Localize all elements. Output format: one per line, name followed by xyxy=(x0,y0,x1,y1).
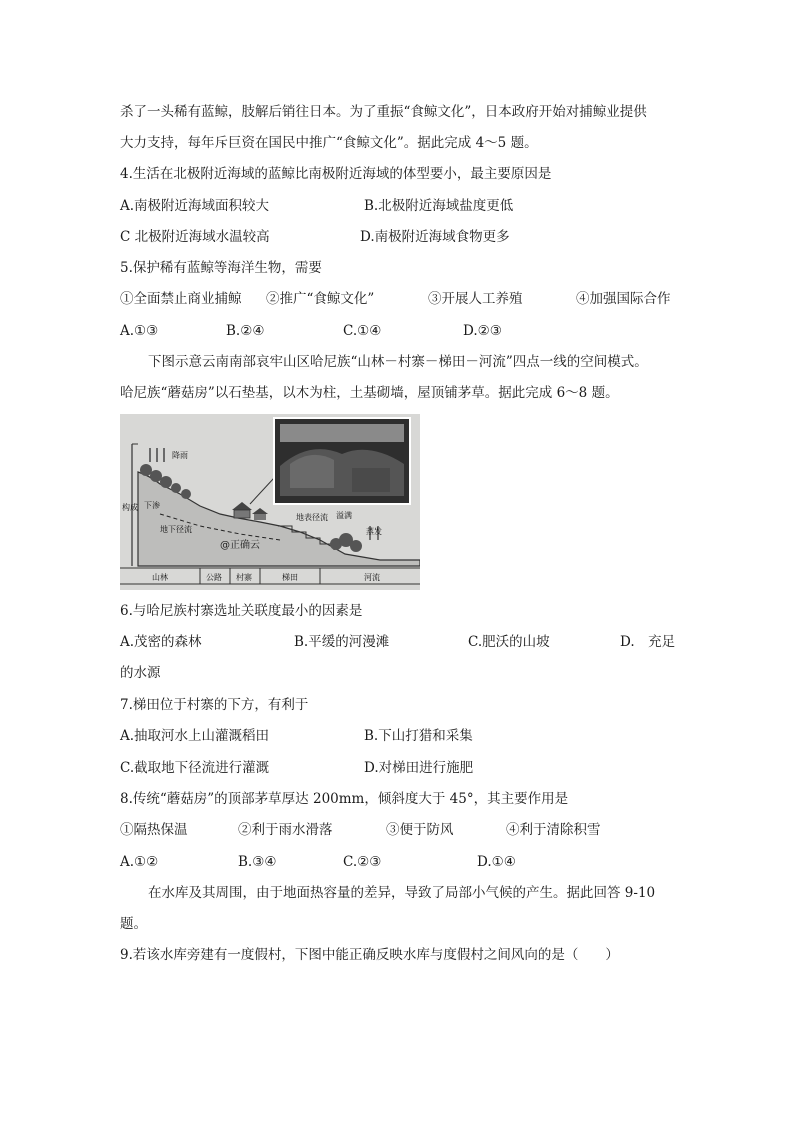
q8-item-2: ②利于雨水滑落 xyxy=(238,822,333,838)
q5-option-a: A.①③ xyxy=(120,323,159,339)
q4-option-b: B.北极附近海域盐度更低 xyxy=(364,198,514,214)
q8-item-3: ③便于防风 xyxy=(386,822,454,838)
label-surface-runoff: 地表径流 xyxy=(296,513,328,522)
q8-stem: 8.传统“蘑菇房”的顶部茅草厚达 200mm，倾斜度大于 45°，其主要作用是 xyxy=(120,791,569,807)
passage2-line-2: 哈尼族“蘑菇房”以石垫基，以木为柱，土基砌墙，屋顶铺茅草。据此完成 6～8 题。 xyxy=(120,385,619,401)
q9-stem: 9.若该水库旁建有一度假村，下图中能正确反映水库与度假村之间风向的是（ ） xyxy=(120,947,619,963)
q4-stem: 4.生活在北极附近海域的蓝鲸比南极附近海域的体型要小，最主要原因是 xyxy=(120,166,552,182)
label-groundwater: 地下径流 xyxy=(160,525,192,534)
zone-forest: 山林 xyxy=(152,573,168,582)
q5-item-3: ③开展人工养殖 xyxy=(428,291,523,307)
q6-option-c: C.肥沃的山坡 xyxy=(468,634,550,650)
zone-village: 村寨 xyxy=(236,573,252,582)
q6-option-a: A.茂密的森林 xyxy=(120,634,202,650)
q7-option-d: D.对梯田进行施肥 xyxy=(364,760,474,776)
label-infiltration: 下渗 xyxy=(144,501,160,510)
q5-option-c: C.①④ xyxy=(343,323,382,339)
q4-option-c: C 北极附近海域水温较高 xyxy=(120,229,270,245)
q7-option-b: B.下山打猎和采集 xyxy=(364,728,473,744)
q8-option-a: A.①② xyxy=(120,854,159,870)
hani-landscape-figure xyxy=(120,414,420,590)
q4-option-a: A.南极附近海域面积较大 xyxy=(120,198,270,214)
q5-option-b: B.②④ xyxy=(226,323,265,339)
q5-item-4: ④加强国际合作 xyxy=(576,291,671,307)
q6-stem: 6.与哈尼族村寨选址关联度最小的因素是 xyxy=(120,603,363,619)
riverside-trees xyxy=(330,533,362,552)
q5-item-2: ②推广“食鲸文化” xyxy=(266,291,375,307)
village-houses xyxy=(232,502,268,520)
q6-option-d: D. 充足 xyxy=(620,634,676,650)
q6-continuation: 的水源 xyxy=(120,665,161,681)
zone-terraces: 梯田 xyxy=(282,573,298,582)
q7-option-a: A.抽取河水上山灌溉稻田 xyxy=(120,728,270,744)
zone-road: 公路 xyxy=(206,573,222,582)
q8-item-4: ④利于清除积雪 xyxy=(506,822,601,838)
label-overflow: 溢满 xyxy=(336,511,352,520)
zone-river: 河流 xyxy=(364,573,380,582)
passage2-line-1: 下图示意云南南部哀牢山区哈尼族“山林－村寨－梯田－河流”四点一线的空间模式。 xyxy=(148,354,648,370)
label-structure: 构成 xyxy=(122,503,138,512)
intro-line-2: 大力支持，每年斥巨资在国民中推广“食鲸文化”。据此完成 4～5 题。 xyxy=(120,135,538,151)
intro-line-1: 杀了一头稀有蓝鲸，肢解后销往日本。为了重振“食鲸文化”，日本政府开始对捕鲸业提供 xyxy=(120,104,647,120)
q8-item-1: ①隔热保温 xyxy=(120,822,188,838)
q8-option-d: D.①④ xyxy=(477,854,516,870)
q8-option-c: C.②③ xyxy=(343,854,382,870)
q7-option-c: C.截取地下径流进行灌溉 xyxy=(120,760,270,776)
rain-arrows xyxy=(150,448,164,462)
q5-option-d: D.②③ xyxy=(463,323,502,339)
label-rain: 降雨 xyxy=(172,451,188,460)
passage3-line-2: 题。 xyxy=(120,916,147,932)
q6-option-b: B.平缓的河漫滩 xyxy=(294,634,390,650)
passage3-line-1: 在水库及其周围，由于地面热容量的差异，导致了局部小气候的产生。据此回答 9-10 xyxy=(148,885,656,901)
q4-option-d: D.南极附近海域食物更多 xyxy=(360,229,510,245)
q5-item-1: ①全面禁止商业捕鲸 xyxy=(120,291,242,307)
q8-option-b: B.③④ xyxy=(238,854,277,870)
q5-stem: 5.保护稀有蓝鲸等海洋生物，需要 xyxy=(120,260,322,276)
label-evaporation: 蒸发 xyxy=(366,527,382,536)
watermark-text: @正确云 xyxy=(220,540,260,551)
hani-landscape-diagram xyxy=(120,414,420,590)
q7-stem: 7.梯田位于村寨的下方，有利于 xyxy=(120,697,309,713)
